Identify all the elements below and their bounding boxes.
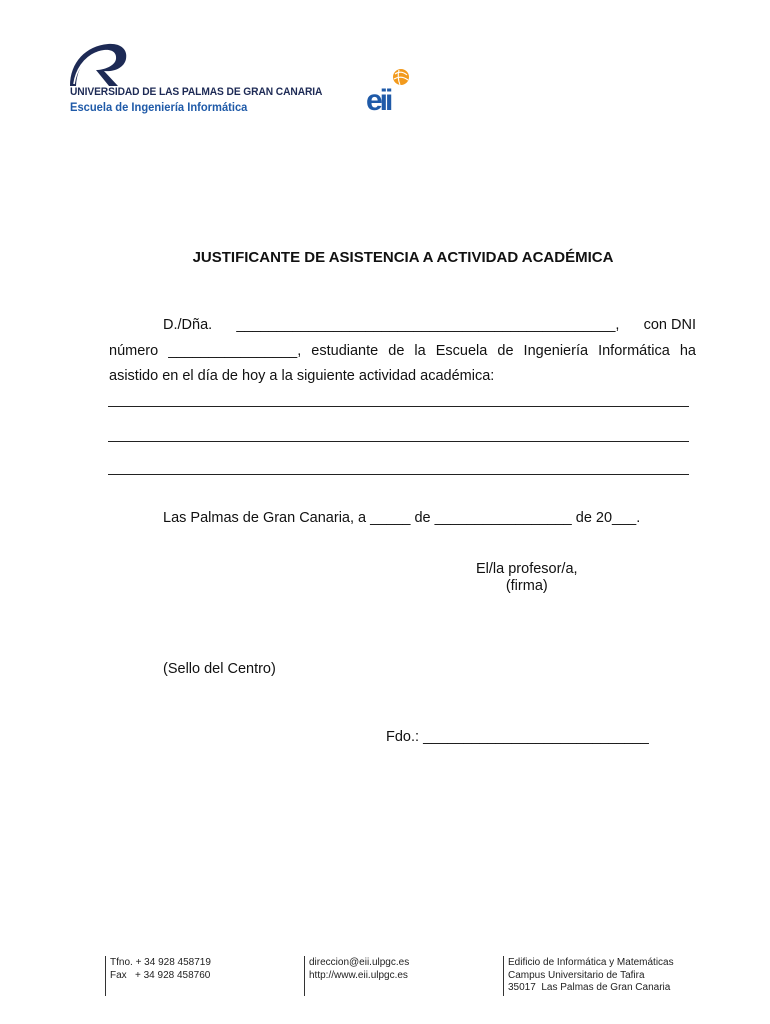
activity-intro: asistido en el día de hoy a la siguiente actividad académica: — [109, 368, 495, 384]
name-blank: _______________________________________________, — [236, 317, 620, 333]
eii-logo-text: eii — [366, 84, 391, 114]
word: número — [109, 343, 159, 359]
footer-fax: Fax + 34 928 458760 — [110, 969, 211, 981]
word: estudiante — [311, 343, 379, 359]
ulpgc-logo-mark — [62, 40, 132, 88]
footer-address — [508, 957, 674, 995]
word: de — [497, 343, 514, 359]
footer-divider — [105, 956, 106, 996]
word: ha — [679, 343, 696, 359]
professor-signature-block — [476, 561, 578, 595]
eii-logo — [364, 64, 426, 114]
footer-campus: Campus Universitario de Tafira — [508, 969, 645, 981]
name-prefix: D./Dña. — [163, 317, 213, 333]
footer-contact-web — [309, 957, 409, 982]
activity-blank-line-3 — [108, 474, 689, 475]
signed-by-line: Fdo.: ____________________________ — [386, 729, 649, 745]
date-line: Las Palmas de Gran Canaria, a _____ de _________________ de 20___. — [163, 510, 641, 526]
word: de — [388, 343, 405, 359]
activity-blank-line-2 — [108, 441, 689, 442]
school-name: Escuela de Ingeniería Informática — [70, 100, 248, 114]
footer-city: 35017 Las Palmas de Gran Canaria — [508, 982, 671, 993]
activity-blank-line-1 — [108, 406, 689, 407]
dni-label: con DNI — [643, 317, 696, 333]
word: Ingeniería — [523, 343, 589, 359]
university-name: UNIVERSIDAD DE LAS PALMAS DE GRAN CANARIA — [70, 86, 323, 98]
document-title: JUSTIFICANTE DE ASISTENCIA A ACTIVIDAD ACADÉMICA — [192, 249, 614, 266]
footer-phone: Tfno. + 34 928 458719 — [110, 957, 211, 968]
word: Informática — [598, 343, 670, 359]
name-line — [163, 317, 696, 333]
professor-label: El/la profesor/a, — [476, 561, 578, 577]
word: la — [414, 343, 426, 359]
dni-blank: ________________, — [168, 343, 302, 359]
stamp-label: (Sello del Centro) — [163, 661, 276, 677]
footer-email: direccion@eii.ulpgc.es — [309, 957, 410, 968]
word: Escuela — [435, 343, 488, 359]
signature-note: (firma) — [505, 578, 548, 594]
dni-student-line — [109, 343, 696, 359]
footer-divider — [304, 956, 305, 996]
footer-website: http://www.eii.ulpgc.es — [309, 969, 408, 981]
footer-building: Edificio de Informática y Matemáticas — [508, 957, 674, 968]
footer-divider — [503, 956, 504, 996]
footer-contact-phone — [110, 957, 211, 982]
